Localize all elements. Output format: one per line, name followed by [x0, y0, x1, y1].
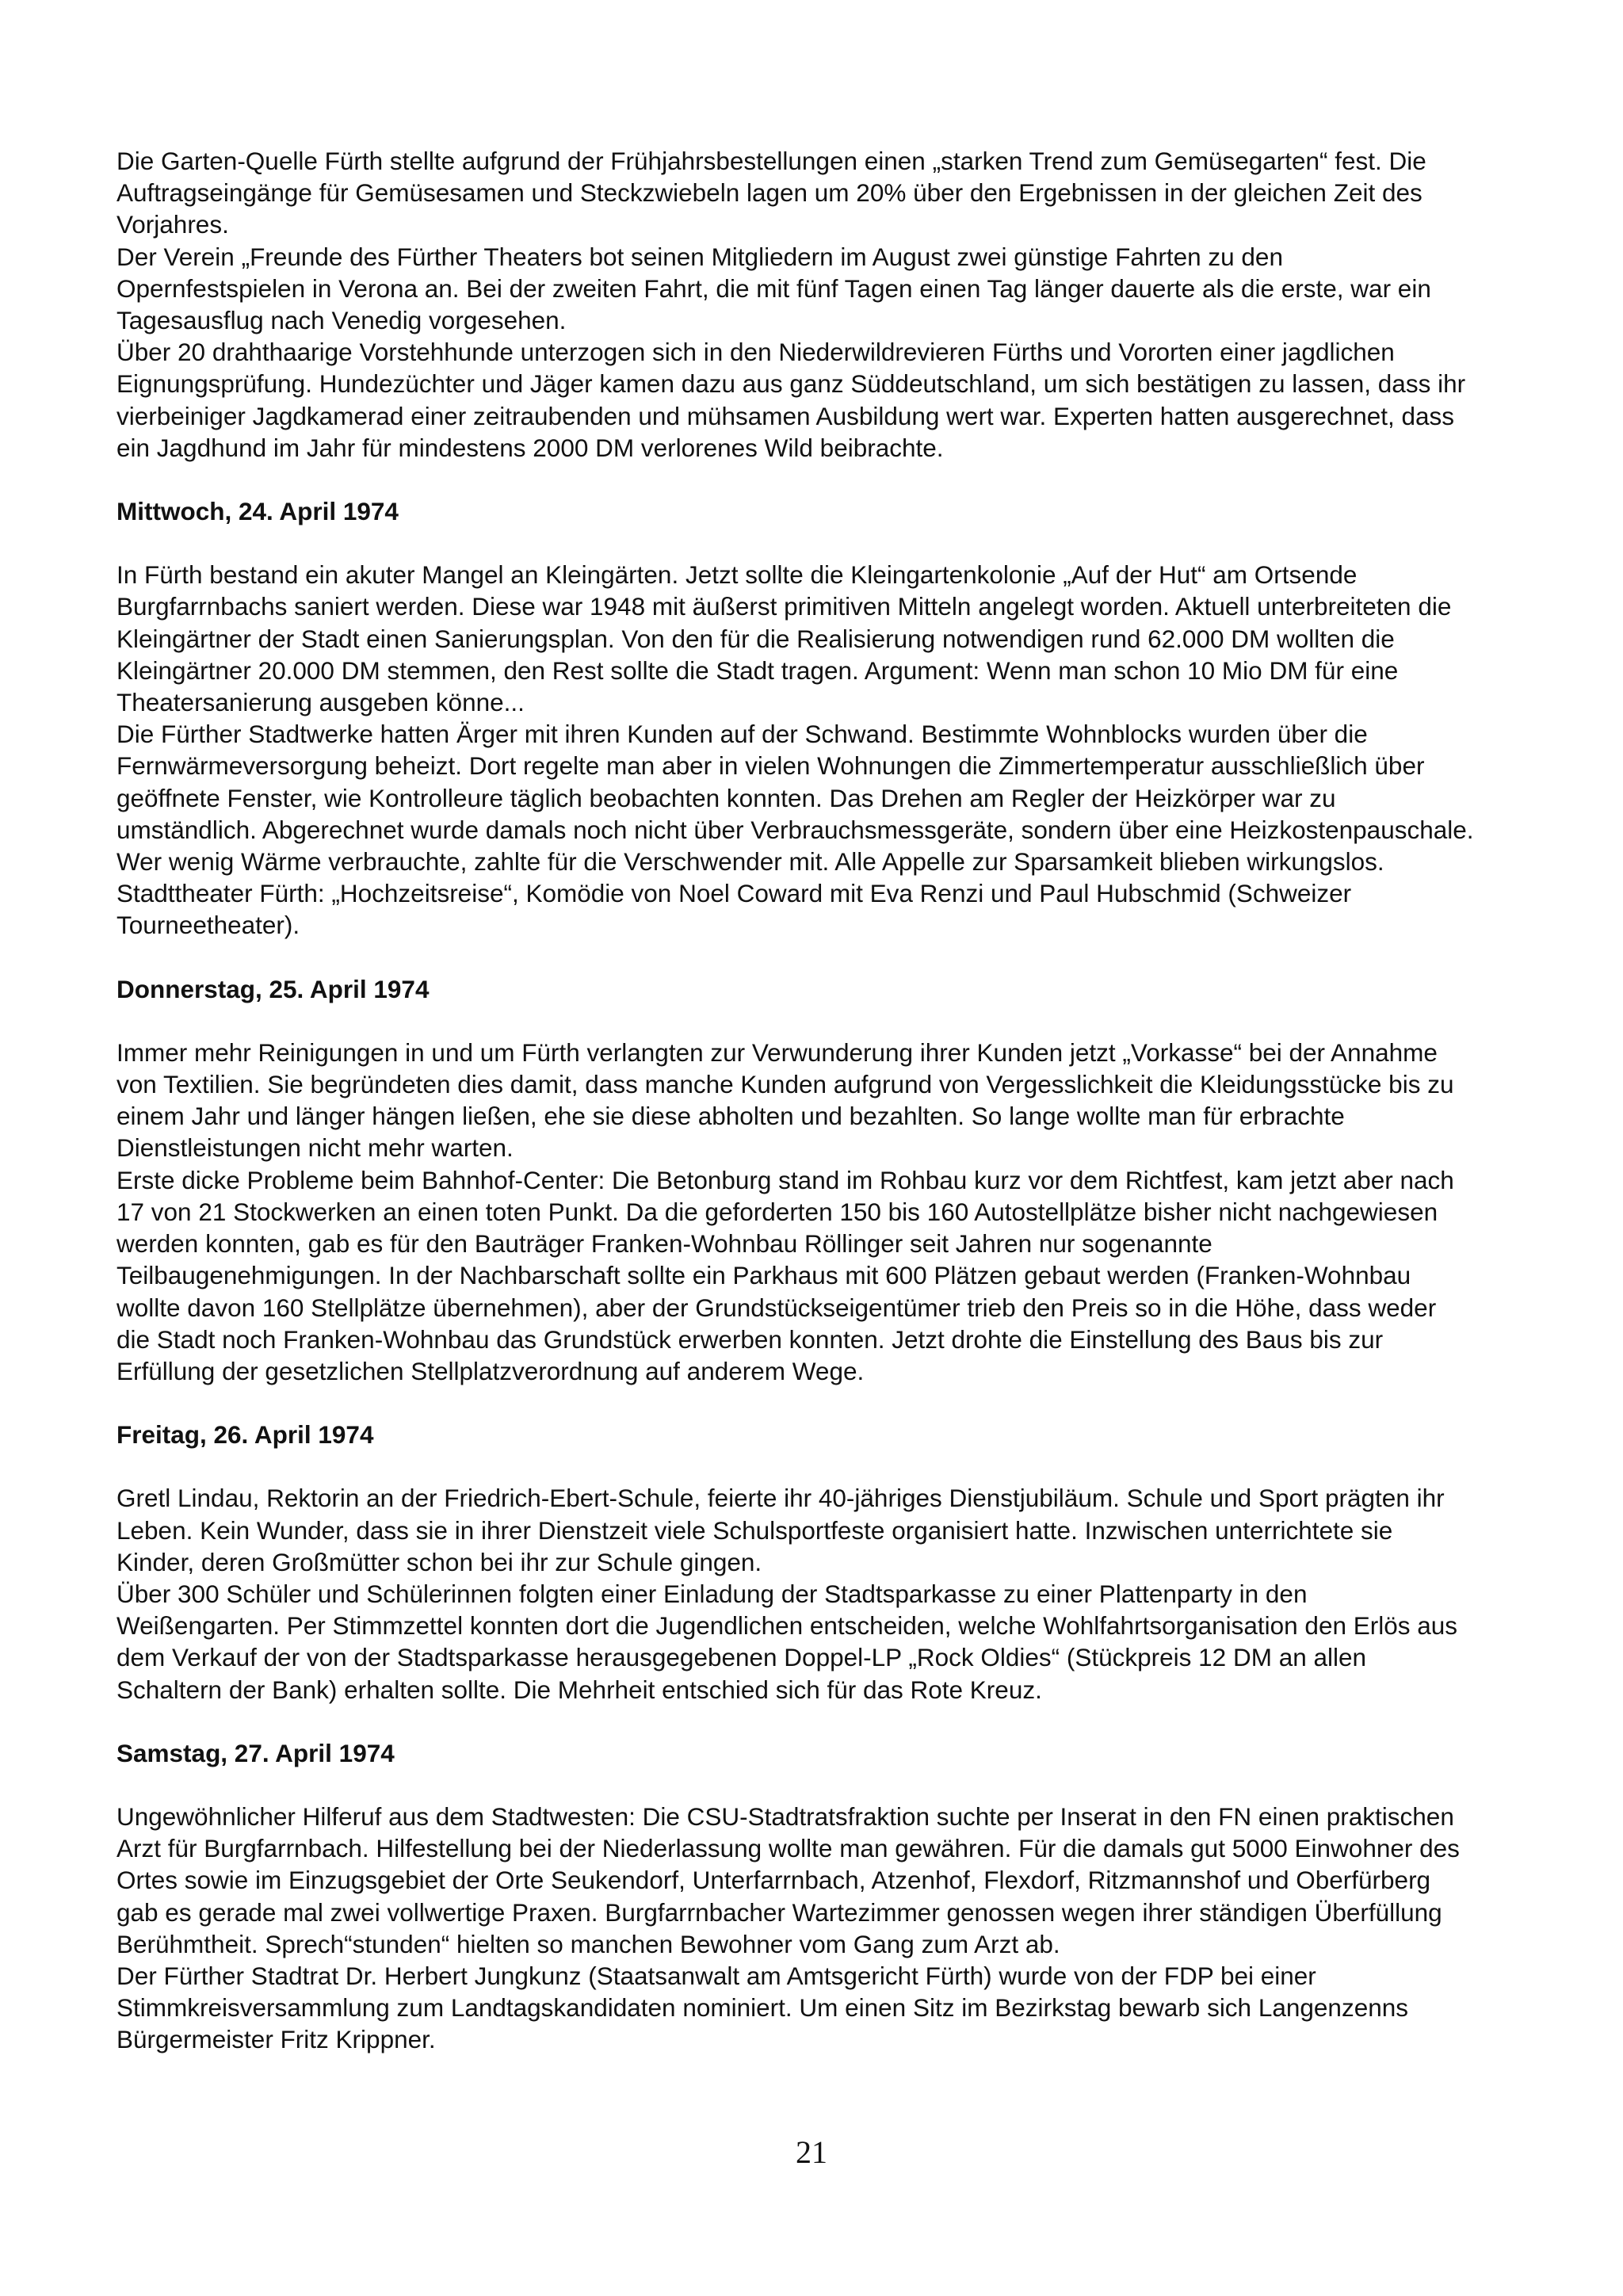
paragraph: Über 20 drahthaarige Vorstehhunde unterzogen sich in den Niederwildrevieren Fürths und Vororten einer jagdlichen Eignungsprüfung. Hundezüchter und Jäger kamen dazu aus ganz Süddeutschland, um sich bestätigen zu lassen, dass ihr vierbeiniger Jagdkamerad einer zeitraubenden und mühsamen Ausbildung wert war. Experten hatten ausgerechnet, dass ein Jagdhund im Jahr für mindestens 2000 DM verlorenes Wild beibrachte.	[116, 338, 1466, 462]
date-heading: Samstag, 27. April 1974	[116, 1738, 395, 1767]
paragraph: Immer mehr Reinigungen in und um Fürth verlangten zur Verwunderung ihrer Kunden jetzt „Vorkasse“ bei der Annahme von Textilien. Sie begründeten dies damit, dass manche Kunden aufgrund von Vergesslichkeit die Kleidungsstücke bis zu einem Jahr und länger hängen ließen, ehe sie diese abholten und bezahlten. So lange wollte man für erbrachte Dienstleistungen nicht mehr warten.	[116, 1037, 1454, 1163]
paragraph: Der Verein „Freunde des Fürther Theaters bot seinen Mitgliedern im August zwei günstige Fahrten zu den Opernfestspielen in Verona an. Bei der zweiten Fahrt, die mit fünf Tagen einen Tag länger dauerte als die erste, war ein Tagesausflug nach Venedig vorgesehen.	[116, 242, 1431, 335]
page-number: 21	[796, 2134, 827, 2170]
paragraph: Die Fürther Stadtwerke hatten Ärger mit ihren Kunden auf der Schwand. Bestimmte Wohnblocks wurden über die Fernwärmeversorgung beheizt. Dort regelte man aber in vielen Wohnungen die Zimmertemperatur ausschließlich über geöffnete Fenster, wie Kontrolleure täglich beobachten konnten. Das Drehen am Regler der Heizkörper war zu umständlich. Abgerechnet wurde damals noch nicht über Verbrauchsmessgeräte, sondern über eine Heizkostenpauschale. Wer wenig Wärme verbrauchte, zahlte für die Verschwender mit. Alle Appelle zur Sparsamkeit blieben wirkungslos.	[116, 720, 1474, 877]
date-heading: Mittwoch, 24. April 1974	[116, 497, 399, 526]
paragraph: Erste dicke Probleme beim Bahnhof-Center: Die Betonburg stand im Rohbau kurz vor dem Richtfest, kam jetzt aber nach 17 von 21 Stockwerken an einen toten Punkt. Da die geforderten 150 bis 160 Autostellplätze bisher nicht nachgewiesen werden konnten, gab es für den Bauträger Franken-Wohnbau Röllinger seit Jahren nur sogenannte Teilbaugenehmigungen. In der Nachbarschaft sollte ein Parkhaus mit 600 Plätzen gebaut werden (Franken-Wohnbau wollte davon 160 Stellplätze übernehmen), aber der Grundstückseigentümer trieb den Preis so in die Höhe, dass weder die Stadt noch Franken-Wohnbau das Grundstück erwerben konnten. Jetzt drohte die Einstellung des Baus bis zur Erfüllung der gesetzlichen Stellplatzverordnung auf anderem Wege.	[116, 1165, 1454, 1385]
paragraph: In Fürth bestand ein akuter Mangel an Kleingärten. Jetzt sollte die Kleingartenkolonie „Auf der Hut“ am Ortsende Burgfarrnbachs saniert werden. Diese war 1948 mit äußerst primitiven Mitteln angelegt worden. Aktuell unterbreiteten die Kleingärtner der Stadt einen Sanierungsplan. Von den für die Realisierung notwendigen rund 62.000 DM wollten die Kleingärtner 20.000 DM stemmen, den Rest sollte die Stadt tragen. Argument: Wenn man schon 10 Mio DM für eine Theatersanierung ausgeben könne...	[116, 560, 1452, 717]
date-heading: Donnerstag, 25. April 1974	[116, 974, 430, 1003]
paragraph: Über 300 Schüler und Schülerinnen folgten einer Einladung der Stadtsparkasse zu einer Plattenparty in den Weißengarten. Per Stimmzettel konnten dort die Jugendlichen entscheiden, welche Wohlfahrtsorganisation den Erlös aus dem Verkauf der von der Stadtsparkasse herausgegebenen Doppel-LP „Rock Oldies“ (Stückpreis 12 DM an allen Schaltern der Bank) erhalten sollte. Die Mehrheit entschied sich für das Rote Kreuz.	[116, 1579, 1458, 1704]
paragraph: Gretl Lindau, Rektorin an der Friedrich-Ebert-Schule, feierte ihr 40-jähriges Dienstjubiläum. Schule und Sport prägten ihr Leben. Kein Wunder, dass sie in ihrer Dienstzeit viele Schulsportfeste organisiert hatte. Inzwischen unterrichtete sie Kinder, deren Großmütter schon bei ihr zur Schule gingen.	[116, 1484, 1445, 1576]
paragraph: Ungewöhnlicher Hilferuf aus dem Stadtwesten: Die CSU-Stadtratsfraktion suchte per Inserat in den FN einen praktischen Arzt für Burgfarrnbach. Hilfestellung bei der Niederlassung wollte man gewähren. Für die damals gut 5000 Einwohner des Ortes sowie im Einzugsgebiet der Orte Seukendorf, Unterfarrnbach, Atzenhof, Flexdorf, Ritzmannshof und Oberfürberg gab es gerade mal zwei vollwertige Praxen. Burgfarrnbacher Wartezimmer genossen wegen ihrer ständigen Überfüllung Berühmtheit. Sprech“stunden“ hielten so manchen Bewohner vom Gang zum Arzt ab.	[116, 1801, 1460, 1958]
paragraph: Der Fürther Stadtrat Dr. Herbert Jungkunz (Staatsanwalt am Amtsgericht Fürth) wurde von der FDP bei einer Stimmkreisversammlung zum Landtagskandidaten nominiert. Um einen Sitz im Bezirkstag bewarb sich Langenzenns Bürgermeister Fritz Krippner.	[116, 1961, 1409, 2054]
page-content	[116, 145, 1476, 2056]
paragraph: Die Garten-Quelle Fürth stellte aufgrund der Frühjahrsbestellungen einen „starken Trend zum Gemüsegarten“ fest. Die Auftragseingänge für Gemüsesamen und Steckzwiebeln lagen um 20% über den Ergebnissen in der gleichen Zeit des Vorjahres.	[116, 147, 1426, 239]
paragraph: Stadttheater Fürth: „Hochzeitsreise“, Komödie von Noel Coward mit Eva Renzi und Paul Hubschmid (Schweizer Tourneetheater).	[116, 879, 1352, 940]
date-heading: Freitag, 26. April 1974	[116, 1420, 374, 1450]
